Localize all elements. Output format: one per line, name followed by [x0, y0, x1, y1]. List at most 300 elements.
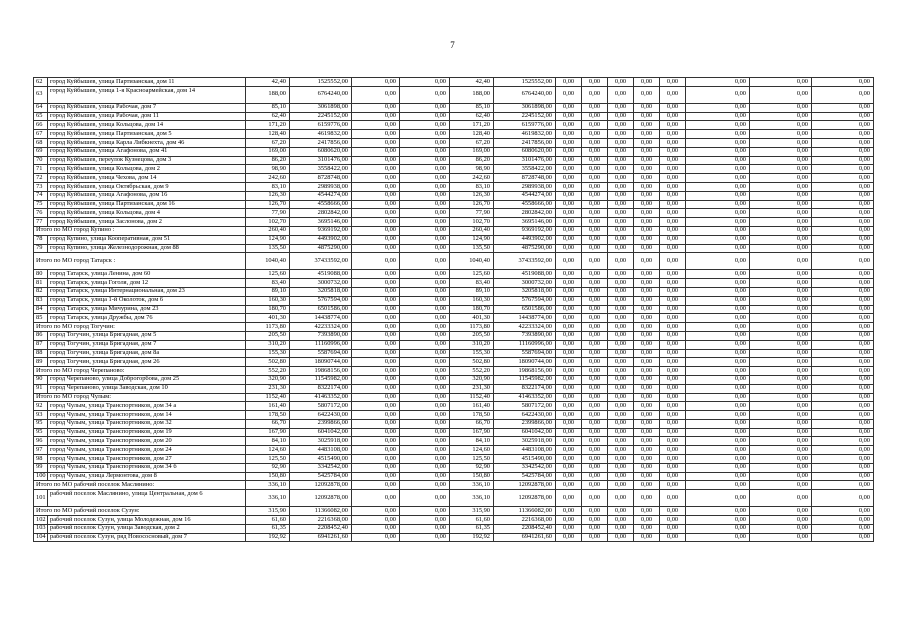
- cell-x1: 0,00: [556, 446, 582, 455]
- cell-x2: 0,00: [582, 174, 608, 183]
- cell-cost-fund-b: 9369192,00: [494, 226, 556, 235]
- cell-x1: 0,00: [556, 437, 582, 446]
- cell-x3: 0,00: [608, 296, 634, 305]
- cell-area-total: 126,30: [246, 191, 290, 200]
- cell-x5: 0,00: [660, 296, 686, 305]
- cell-cost-fund-b: 4483108,00: [494, 446, 556, 455]
- cell-area-fund-a: 0,00: [352, 481, 400, 490]
- table-row: [34, 138, 874, 147]
- cell-cost-total: 4619832,00: [290, 130, 352, 139]
- cell-x5: 0,00: [660, 165, 686, 174]
- address-cell: рабочий поселок Сузун, улица Заводская, дом 2: [48, 524, 246, 533]
- cell-area-fund-b: 61,35: [450, 524, 494, 533]
- cell-x3: 0,00: [608, 165, 634, 174]
- cell-x5: 0,00: [660, 516, 686, 525]
- cell-area-total: 171,20: [246, 121, 290, 130]
- cell-cost-e: 0,00: [812, 121, 874, 130]
- cell-area-fund-b: 160,30: [450, 296, 494, 305]
- cell-cost-d: 0,00: [750, 323, 812, 332]
- cell-area-fund-b: 1040,40: [450, 253, 494, 270]
- cell-cost-fund-b: 12092878,00: [494, 481, 556, 490]
- cell-x2: 0,00: [582, 402, 608, 411]
- cell-cost-fund-b: 4619832,00: [494, 130, 556, 139]
- cell-cost-c: 0,00: [686, 331, 750, 340]
- cell-area-total: 85,10: [246, 103, 290, 112]
- cell-cost-d: 0,00: [750, 270, 812, 279]
- cell-x2: 0,00: [582, 165, 608, 174]
- cell-cost-fund-a: 0,00: [400, 490, 450, 507]
- cell-x1: 0,00: [556, 279, 582, 288]
- cell-x4: 0,00: [634, 112, 660, 121]
- cell-cost-fund-a: 0,00: [400, 235, 450, 244]
- cell-x5: 0,00: [660, 437, 686, 446]
- cell-x4: 0,00: [634, 156, 660, 165]
- cell-x3: 0,00: [608, 209, 634, 218]
- cell-cost-c: 0,00: [686, 349, 750, 358]
- cell-cost-c: 0,00: [686, 358, 750, 367]
- cell-cost-total: 6501586,00: [290, 305, 352, 314]
- cell-cost-e: 0,00: [812, 147, 874, 156]
- cell-cost-fund-a: 0,00: [400, 287, 450, 296]
- cell-area-fund-b: 125,60: [450, 270, 494, 279]
- cell-cost-c: 0,00: [686, 446, 750, 455]
- cell-cost-e: 0,00: [812, 182, 874, 191]
- address-cell: город Куйбышев, улица Рабочая, дом 7: [48, 103, 246, 112]
- row-index: 95: [34, 419, 48, 428]
- cell-area-total: 180,70: [246, 305, 290, 314]
- cell-cost-d: 0,00: [750, 516, 812, 525]
- address-cell: город Куйбышев, улица Карла Либкнехта, дом 46: [48, 138, 246, 147]
- cell-cost-e: 0,00: [812, 516, 874, 525]
- cell-x1: 0,00: [556, 490, 582, 507]
- table-row: [34, 446, 874, 455]
- subtotal-row: [34, 367, 874, 376]
- cell-area-total: 67,20: [246, 138, 290, 147]
- cell-x1: 0,00: [556, 524, 582, 533]
- cell-cost-total: 6941261,60: [290, 533, 352, 542]
- cell-cost-fund-a: 0,00: [400, 138, 450, 147]
- table-row: [34, 437, 874, 446]
- cell-cost-total: 6080620,00: [290, 147, 352, 156]
- cell-cost-c: 0,00: [686, 516, 750, 525]
- cell-cost-d: 0,00: [750, 305, 812, 314]
- cell-area-total: 62,40: [246, 112, 290, 121]
- cell-x2: 0,00: [582, 156, 608, 165]
- cell-area-total: 155,30: [246, 349, 290, 358]
- cell-cost-e: 0,00: [812, 455, 874, 464]
- cell-cost-fund-a: 0,00: [400, 305, 450, 314]
- cell-area-fund-a: 0,00: [352, 296, 400, 305]
- table-row: [34, 209, 874, 218]
- cell-cost-e: 0,00: [812, 507, 874, 516]
- cell-area-fund-b: 42,40: [450, 78, 494, 87]
- cell-area-fund-a: 0,00: [352, 516, 400, 525]
- cell-x5: 0,00: [660, 375, 686, 384]
- cell-cost-fund-b: 4875290,00: [494, 244, 556, 253]
- cell-area-total: 83,10: [246, 182, 290, 191]
- cell-cost-d: 0,00: [750, 472, 812, 481]
- cell-x4: 0,00: [634, 200, 660, 209]
- cell-cost-e: 0,00: [812, 226, 874, 235]
- cell-cost-c: 0,00: [686, 200, 750, 209]
- cell-cost-fund-a: 0,00: [400, 437, 450, 446]
- cell-cost-d: 0,00: [750, 533, 812, 542]
- cell-x1: 0,00: [556, 78, 582, 87]
- cell-area-fund-a: 0,00: [352, 244, 400, 253]
- cell-x2: 0,00: [582, 463, 608, 472]
- address-cell: город Куйбышев, улица 1-я Красноармейская, дом 14: [48, 86, 246, 103]
- cell-cost-fund-a: 0,00: [400, 463, 450, 472]
- cell-x5: 0,00: [660, 218, 686, 227]
- cell-cost-d: 0,00: [750, 200, 812, 209]
- cell-area-fund-a: 0,00: [352, 446, 400, 455]
- cell-x4: 0,00: [634, 481, 660, 490]
- cell-area-total: 135,50: [246, 244, 290, 253]
- cell-x4: 0,00: [634, 182, 660, 191]
- cell-x2: 0,00: [582, 130, 608, 139]
- cell-area-total: 320,90: [246, 375, 290, 384]
- cell-x4: 0,00: [634, 349, 660, 358]
- cell-cost-d: 0,00: [750, 331, 812, 340]
- cell-cost-total: 3025918,00: [290, 437, 352, 446]
- cell-x4: 0,00: [634, 419, 660, 428]
- cell-cost-c: 0,00: [686, 533, 750, 542]
- cell-cost-c: 0,00: [686, 103, 750, 112]
- cell-cost-fund-b: 37433592,00: [494, 253, 556, 270]
- cell-cost-d: 0,00: [750, 78, 812, 87]
- cell-cost-e: 0,00: [812, 218, 874, 227]
- cell-cost-fund-b: 4519088,00: [494, 270, 556, 279]
- row-index: 66: [34, 121, 48, 130]
- cell-x2: 0,00: [582, 411, 608, 420]
- cell-x3: 0,00: [608, 323, 634, 332]
- cell-x1: 0,00: [556, 305, 582, 314]
- cell-area-total: 1152,40: [246, 393, 290, 402]
- cell-x1: 0,00: [556, 138, 582, 147]
- row-index: 70: [34, 156, 48, 165]
- cell-cost-c: 0,00: [686, 121, 750, 130]
- cell-cost-d: 0,00: [750, 174, 812, 183]
- cell-cost-fund-a: 0,00: [400, 367, 450, 376]
- cell-cost-fund-b: 42233324,00: [494, 323, 556, 332]
- cell-cost-d: 0,00: [750, 209, 812, 218]
- cell-area-total: 1040,40: [246, 253, 290, 270]
- cell-area-fund-a: 0,00: [352, 182, 400, 191]
- cell-x3: 0,00: [608, 86, 634, 103]
- cell-x5: 0,00: [660, 524, 686, 533]
- cell-area-total: 89,10: [246, 287, 290, 296]
- cell-x1: 0,00: [556, 323, 582, 332]
- cell-x3: 0,00: [608, 305, 634, 314]
- table-row: [34, 156, 874, 165]
- cell-cost-e: 0,00: [812, 78, 874, 87]
- cell-x2: 0,00: [582, 533, 608, 542]
- cell-x3: 0,00: [608, 367, 634, 376]
- page-number: 7: [450, 40, 455, 50]
- cell-cost-fund-a: 0,00: [400, 507, 450, 516]
- cell-area-total: 336,10: [246, 481, 290, 490]
- address-cell: город Черепаново, улица Заводская, дом 10: [48, 384, 246, 393]
- row-index: 84: [34, 305, 48, 314]
- cell-cost-d: 0,00: [750, 349, 812, 358]
- table-row: [34, 375, 874, 384]
- cell-x5: 0,00: [660, 147, 686, 156]
- cell-x3: 0,00: [608, 340, 634, 349]
- cell-area-fund-a: 0,00: [352, 165, 400, 174]
- cell-area-total: 178,50: [246, 411, 290, 420]
- cell-cost-total: 4519088,00: [290, 270, 352, 279]
- cell-cost-fund-b: 3000732,00: [494, 279, 556, 288]
- table-row: [34, 121, 874, 130]
- cell-cost-fund-b: 7393890,00: [494, 331, 556, 340]
- cell-cost-d: 0,00: [750, 367, 812, 376]
- cell-x1: 0,00: [556, 393, 582, 402]
- cell-x1: 0,00: [556, 209, 582, 218]
- table-row: [34, 349, 874, 358]
- cell-cost-e: 0,00: [812, 305, 874, 314]
- cell-area-fund-a: 0,00: [352, 507, 400, 516]
- cell-cost-total: 8728748,00: [290, 174, 352, 183]
- cell-cost-e: 0,00: [812, 130, 874, 139]
- cell-cost-fund-b: 2417856,00: [494, 138, 556, 147]
- cell-cost-e: 0,00: [812, 481, 874, 490]
- cell-x4: 0,00: [634, 226, 660, 235]
- cell-x3: 0,00: [608, 331, 634, 340]
- cell-cost-e: 0,00: [812, 200, 874, 209]
- row-index: 67: [34, 130, 48, 139]
- cell-x1: 0,00: [556, 270, 582, 279]
- address-cell: город Татарск, улица Мичурина, дом 23: [48, 305, 246, 314]
- row-index: 91: [34, 384, 48, 393]
- subtotal-label: Итого по МО город Купино :: [34, 226, 246, 235]
- address-cell: город Купино, улица Кооперативная, дом 51: [48, 235, 246, 244]
- cell-x3: 0,00: [608, 270, 634, 279]
- cell-cost-c: 0,00: [686, 182, 750, 191]
- cell-cost-c: 0,00: [686, 524, 750, 533]
- cell-cost-c: 0,00: [686, 340, 750, 349]
- row-index: 82: [34, 287, 48, 296]
- cell-cost-e: 0,00: [812, 174, 874, 183]
- cell-area-fund-b: 161,40: [450, 402, 494, 411]
- cell-cost-total: 8322174,00: [290, 384, 352, 393]
- cell-area-fund-b: 150,80: [450, 472, 494, 481]
- cell-cost-c: 0,00: [686, 235, 750, 244]
- table-row: [34, 314, 874, 323]
- cell-x2: 0,00: [582, 331, 608, 340]
- cell-cost-fund-b: 14438774,00: [494, 314, 556, 323]
- cell-cost-total: 7393890,00: [290, 331, 352, 340]
- cell-cost-d: 0,00: [750, 384, 812, 393]
- cell-area-fund-a: 0,00: [352, 209, 400, 218]
- cell-x1: 0,00: [556, 130, 582, 139]
- cell-x5: 0,00: [660, 191, 686, 200]
- cell-cost-d: 0,00: [750, 147, 812, 156]
- cell-cost-e: 0,00: [812, 446, 874, 455]
- cell-cost-e: 0,00: [812, 279, 874, 288]
- row-index: 95: [34, 428, 48, 437]
- cell-cost-fund-b: 2245152,00: [494, 112, 556, 121]
- cell-area-fund-b: 205,50: [450, 331, 494, 340]
- cell-cost-c: 0,00: [686, 507, 750, 516]
- cell-cost-fund-a: 0,00: [400, 130, 450, 139]
- cell-cost-fund-b: 3342542,00: [494, 463, 556, 472]
- cell-cost-d: 0,00: [750, 244, 812, 253]
- table-body: [34, 78, 874, 542]
- cell-area-fund-b: 336,10: [450, 490, 494, 507]
- cell-x5: 0,00: [660, 446, 686, 455]
- cell-x2: 0,00: [582, 209, 608, 218]
- cell-area-total: 502,80: [246, 358, 290, 367]
- cell-x1: 0,00: [556, 331, 582, 340]
- cell-area-fund-a: 0,00: [352, 384, 400, 393]
- cell-cost-fund-b: 12092878,00: [494, 490, 556, 507]
- table-row: [34, 244, 874, 253]
- cell-area-fund-a: 0,00: [352, 402, 400, 411]
- cell-x4: 0,00: [634, 490, 660, 507]
- cell-x1: 0,00: [556, 314, 582, 323]
- cell-cost-d: 0,00: [750, 156, 812, 165]
- cell-x3: 0,00: [608, 147, 634, 156]
- cell-cost-fund-a: 0,00: [400, 375, 450, 384]
- address-cell: город Чулым, улица Транспортников, дом 34 а: [48, 402, 246, 411]
- cell-cost-c: 0,00: [686, 279, 750, 288]
- row-index: 69: [34, 147, 48, 156]
- cell-area-fund-a: 0,00: [352, 367, 400, 376]
- cell-cost-d: 0,00: [750, 191, 812, 200]
- cell-area-fund-a: 0,00: [352, 358, 400, 367]
- cell-x1: 0,00: [556, 463, 582, 472]
- cell-x3: 0,00: [608, 235, 634, 244]
- cell-area-fund-a: 0,00: [352, 411, 400, 420]
- cell-x2: 0,00: [582, 437, 608, 446]
- cell-x1: 0,00: [556, 340, 582, 349]
- cell-cost-total: 4544274,00: [290, 191, 352, 200]
- cell-x3: 0,00: [608, 244, 634, 253]
- cell-cost-total: 4493902,00: [290, 235, 352, 244]
- cell-x5: 0,00: [660, 287, 686, 296]
- cell-cost-fund-a: 0,00: [400, 314, 450, 323]
- cell-cost-total: 5807172,00: [290, 402, 352, 411]
- cell-x5: 0,00: [660, 112, 686, 121]
- cell-x2: 0,00: [582, 428, 608, 437]
- cell-x5: 0,00: [660, 507, 686, 516]
- cell-cost-fund-b: 6764240,00: [494, 86, 556, 103]
- cell-x2: 0,00: [582, 182, 608, 191]
- cell-cost-fund-a: 0,00: [400, 103, 450, 112]
- cell-cost-c: 0,00: [686, 130, 750, 139]
- cell-cost-total: 2989938,00: [290, 182, 352, 191]
- cell-x5: 0,00: [660, 103, 686, 112]
- cell-area-total: 242,60: [246, 174, 290, 183]
- cell-x5: 0,00: [660, 323, 686, 332]
- cell-x1: 0,00: [556, 191, 582, 200]
- cell-area-fund-a: 0,00: [352, 121, 400, 130]
- subtotal-label: Итого по МО город Чулым:: [34, 393, 246, 402]
- cell-x5: 0,00: [660, 367, 686, 376]
- cell-cost-c: 0,00: [686, 472, 750, 481]
- cell-x5: 0,00: [660, 411, 686, 420]
- cell-cost-d: 0,00: [750, 524, 812, 533]
- cell-x1: 0,00: [556, 349, 582, 358]
- cell-area-fund-b: 83,40: [450, 279, 494, 288]
- cell-x1: 0,00: [556, 533, 582, 542]
- row-index: 92: [34, 402, 48, 411]
- address-cell: город Куйбышев, улица Кольцова, дом 14: [48, 121, 246, 130]
- cell-cost-total: 3205818,00: [290, 287, 352, 296]
- cell-area-fund-b: 169,00: [450, 147, 494, 156]
- table-row: [34, 516, 874, 525]
- cell-x4: 0,00: [634, 138, 660, 147]
- cell-x5: 0,00: [660, 253, 686, 270]
- subtotal-row: [34, 481, 874, 490]
- cell-cost-total: 19868156,00: [290, 367, 352, 376]
- cell-x1: 0,00: [556, 516, 582, 525]
- cell-cost-d: 0,00: [750, 446, 812, 455]
- cell-cost-fund-b: 19868156,00: [494, 367, 556, 376]
- cell-cost-c: 0,00: [686, 209, 750, 218]
- table-row: [34, 419, 874, 428]
- table-row: [34, 296, 874, 305]
- cell-x4: 0,00: [634, 393, 660, 402]
- cell-cost-total: 3101476,00: [290, 156, 352, 165]
- cell-cost-d: 0,00: [750, 419, 812, 428]
- cell-area-total: 188,00: [246, 86, 290, 103]
- cell-cost-c: 0,00: [686, 112, 750, 121]
- cell-cost-total: 2417856,00: [290, 138, 352, 147]
- cell-x3: 0,00: [608, 156, 634, 165]
- cell-x3: 0,00: [608, 516, 634, 525]
- cell-area-total: 231,30: [246, 384, 290, 393]
- table-row: [34, 182, 874, 191]
- cell-area-fund-a: 0,00: [352, 226, 400, 235]
- cell-cost-e: 0,00: [812, 86, 874, 103]
- cell-cost-e: 0,00: [812, 191, 874, 200]
- cell-area-fund-b: 155,30: [450, 349, 494, 358]
- table-row: [34, 165, 874, 174]
- address-cell: город Чулым, улица Транспортников, дом 24: [48, 446, 246, 455]
- cell-x1: 0,00: [556, 86, 582, 103]
- cell-area-fund-a: 0,00: [352, 524, 400, 533]
- cell-area-total: 205,50: [246, 331, 290, 340]
- cell-area-total: 84,10: [246, 437, 290, 446]
- cell-x2: 0,00: [582, 112, 608, 121]
- cell-cost-c: 0,00: [686, 226, 750, 235]
- address-cell: город Тогучин, улица Бригадная, дом 7: [48, 340, 246, 349]
- cell-area-fund-b: 89,10: [450, 287, 494, 296]
- cell-cost-c: 0,00: [686, 402, 750, 411]
- cell-cost-total: 3342542,00: [290, 463, 352, 472]
- table-row: [34, 331, 874, 340]
- address-cell: город Чулым, улица Транспортников, дом 34 б: [48, 463, 246, 472]
- cell-cost-d: 0,00: [750, 130, 812, 139]
- cell-cost-e: 0,00: [812, 393, 874, 402]
- cell-cost-d: 0,00: [750, 165, 812, 174]
- cell-area-fund-a: 0,00: [352, 455, 400, 464]
- cell-area-total: 167,90: [246, 428, 290, 437]
- cell-x4: 0,00: [634, 279, 660, 288]
- cell-area-fund-a: 0,00: [352, 279, 400, 288]
- cell-x3: 0,00: [608, 226, 634, 235]
- cell-x2: 0,00: [582, 253, 608, 270]
- cell-x5: 0,00: [660, 200, 686, 209]
- cell-x2: 0,00: [582, 121, 608, 130]
- cell-x5: 0,00: [660, 490, 686, 507]
- cell-cost-c: 0,00: [686, 287, 750, 296]
- cell-cost-e: 0,00: [812, 411, 874, 420]
- row-index: 77: [34, 218, 48, 227]
- cell-x1: 0,00: [556, 147, 582, 156]
- cell-area-fund-a: 0,00: [352, 103, 400, 112]
